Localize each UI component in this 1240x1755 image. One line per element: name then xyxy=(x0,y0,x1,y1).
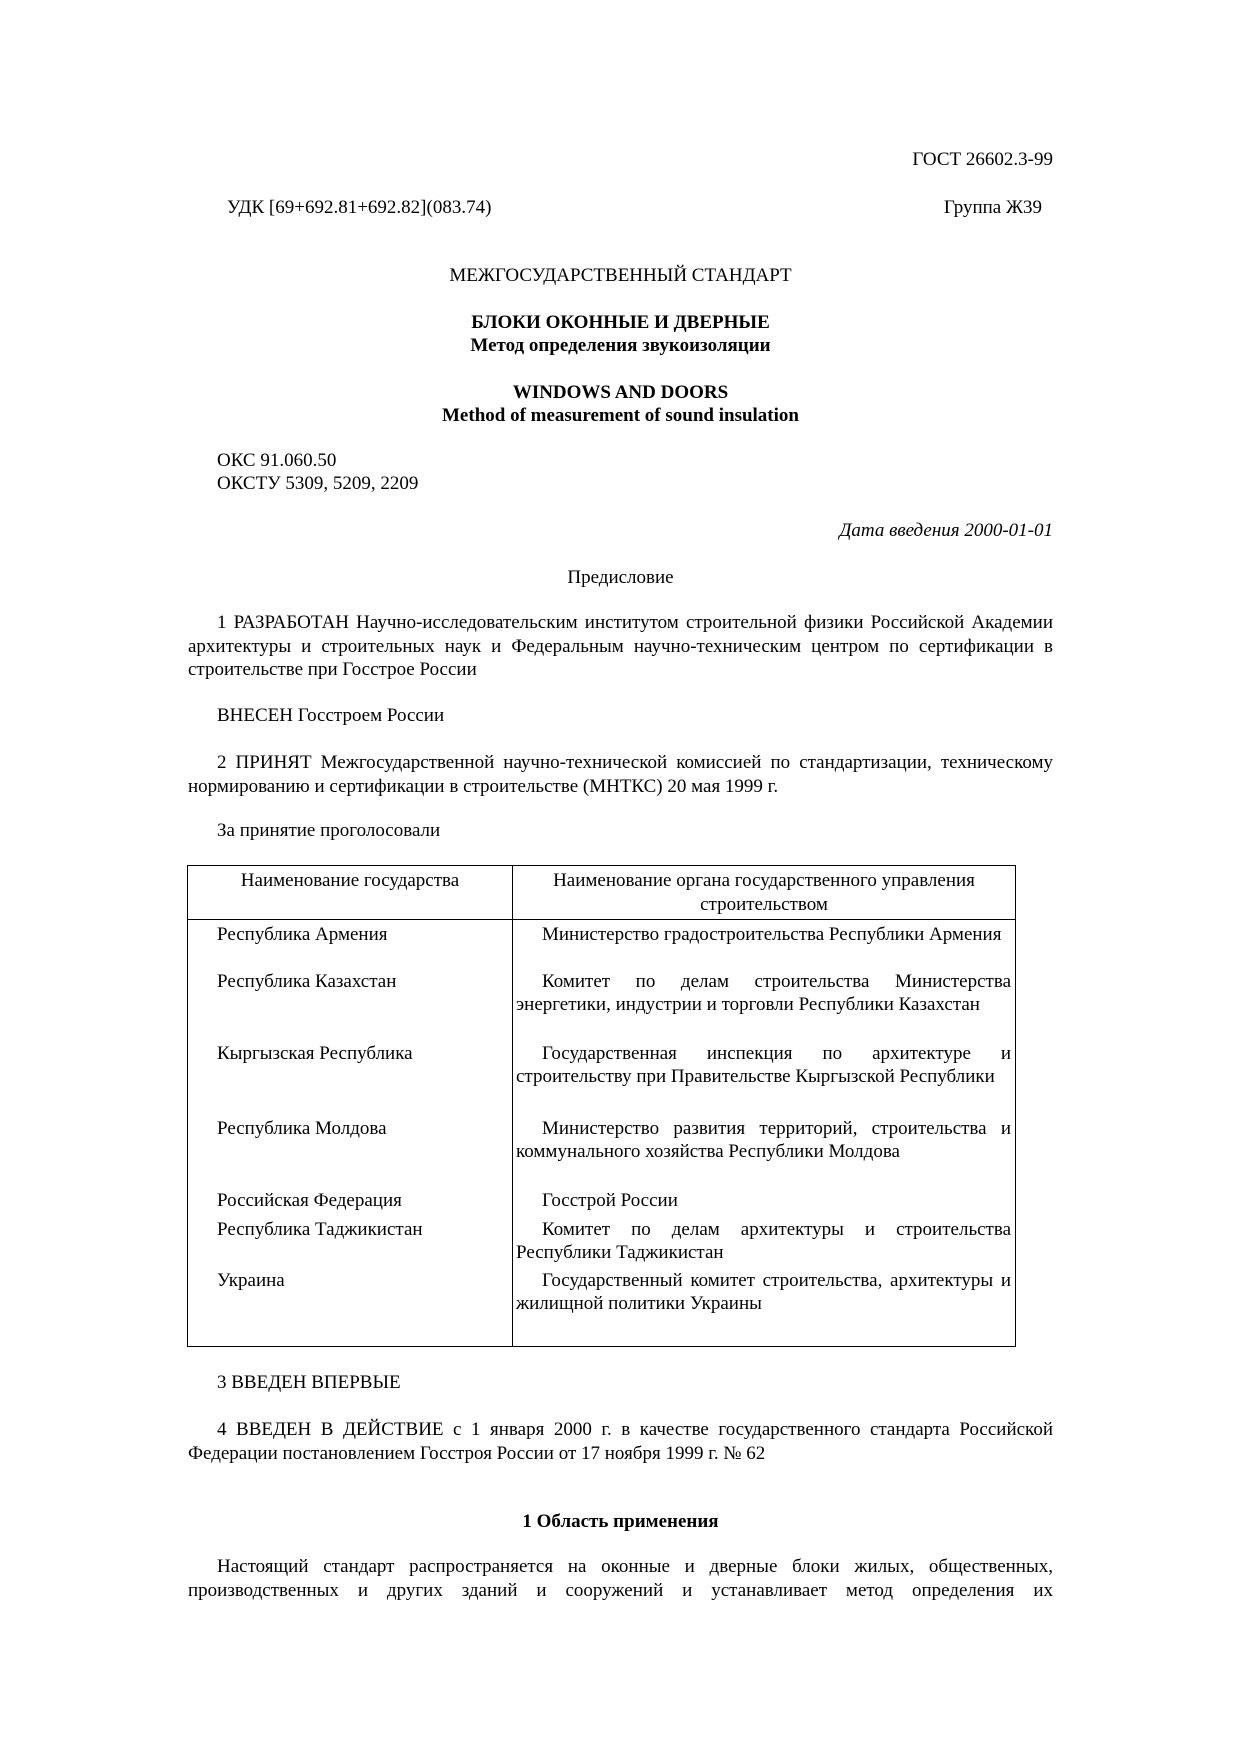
state-cell: Украина xyxy=(188,1269,513,1347)
foreword-p2: 2 ПРИНЯТ Межгосударственной научно-технической комиссией по стандартизации, техническому нормированию и сертификации в строительстве (МНТКС) 20 мая 1999 г. xyxy=(188,752,1053,797)
date-introduction: Дата введения 2000-01-01 xyxy=(839,520,1053,541)
table-row xyxy=(188,1042,1016,1117)
state-cell: Республика Армения xyxy=(188,920,513,970)
header-authority: Наименование органа государственного управления строительством xyxy=(513,866,1016,920)
section1-p1: Настоящий стандарт распространяется на оконные и дверные блоки жилых, общественных, производственных и других зданий и сооружений и устанавливает метод определения их xyxy=(188,1556,1053,1601)
gost-number: ГОСТ 26602.3-99 xyxy=(912,149,1053,170)
authority-cell: Государственная инспекция по архитектуре и строительству при Правительстве Кыргызской Республики xyxy=(516,1042,1011,1087)
table-row xyxy=(188,1218,1016,1269)
state-cell: Республика Молдова xyxy=(188,1117,513,1189)
en-title: WINDOWS AND DOORS xyxy=(512,382,729,403)
ru-title: БЛОКИ ОКОННЫЕ И ДВЕРНЫЕ xyxy=(471,312,770,333)
header-state: Наименование государства xyxy=(188,866,513,920)
state-cell: Республика Казахстан xyxy=(188,970,513,1042)
foreword-p4: 4 ВВЕДЕН В ДЕЙСТВИЕ с 1 января 2000 г. в качестве государственного стандарта Российской Федерации постановлением Госстроя России от 17 ноября 1999 г. № 62 xyxy=(188,1419,1053,1464)
foreword-p1: 1 РАЗРАБОТАН Научно-исследовательским институтом строительной физики Российской Академии архитектуры и строительных наук и Федеральным научно-техническим центром по сертификации в строительстве при Госстрое России xyxy=(188,612,1053,680)
table-row xyxy=(188,1117,1016,1189)
state-cell: Российская Федерация xyxy=(188,1189,513,1218)
authority-cell: Министерство развития территорий, строительства и коммунального хозяйства Республики Молдова xyxy=(516,1117,1011,1162)
standard-type: МЕЖГОСУДАРСТВЕННЫЙ СТАНДАРТ xyxy=(449,265,792,286)
oks-code: ОКС 91.060.50 xyxy=(217,450,337,471)
voted-label: За принятие проголосовали xyxy=(217,820,441,841)
foreword-heading: Предисловие xyxy=(567,567,674,588)
authority-cell: Комитет по делам архитектуры и строительства Республики Таджикистан xyxy=(516,1218,1011,1263)
state-cell: Республика Таджикистан xyxy=(188,1218,513,1269)
okstu-code: ОКСТУ 5309, 5209, 2209 xyxy=(217,473,419,494)
ru-subtitle: Метод определения звукоизоляции xyxy=(470,335,771,356)
group-code: Группа Ж39 xyxy=(943,197,1042,218)
en-subtitle: Method of measurement of sound insulation xyxy=(442,405,799,426)
state-cell: Кыргызская Республика xyxy=(188,1042,513,1117)
table-row xyxy=(188,970,1016,1042)
authority-cell: Государственный комитет строительства, архитектуры и жилищной политики Украины xyxy=(516,1269,1011,1314)
foreword-vnesen: ВНЕСЕН Госстроем России xyxy=(217,705,445,726)
section1-heading: 1 Область применения xyxy=(522,1511,719,1532)
udk-code: УДК [69+692.81+692.82](083.74) xyxy=(227,197,492,218)
table-header-row xyxy=(188,866,1016,920)
table-row xyxy=(188,1269,1016,1347)
authority-cell: Министерство градостроительства Республики Армения xyxy=(542,924,1002,945)
authority-cell: Госстрой России xyxy=(542,1189,678,1211)
table-row xyxy=(188,1189,1016,1218)
voting-table xyxy=(187,865,1016,1347)
foreword-p3: 3 ВВЕДЕН ВПЕРВЫЕ xyxy=(217,1372,401,1393)
table-row xyxy=(188,920,1016,970)
authority-cell: Комитет по делам строительства Министерства энергетики, индустрии и торговли Республики Казахстан xyxy=(516,970,1011,1015)
